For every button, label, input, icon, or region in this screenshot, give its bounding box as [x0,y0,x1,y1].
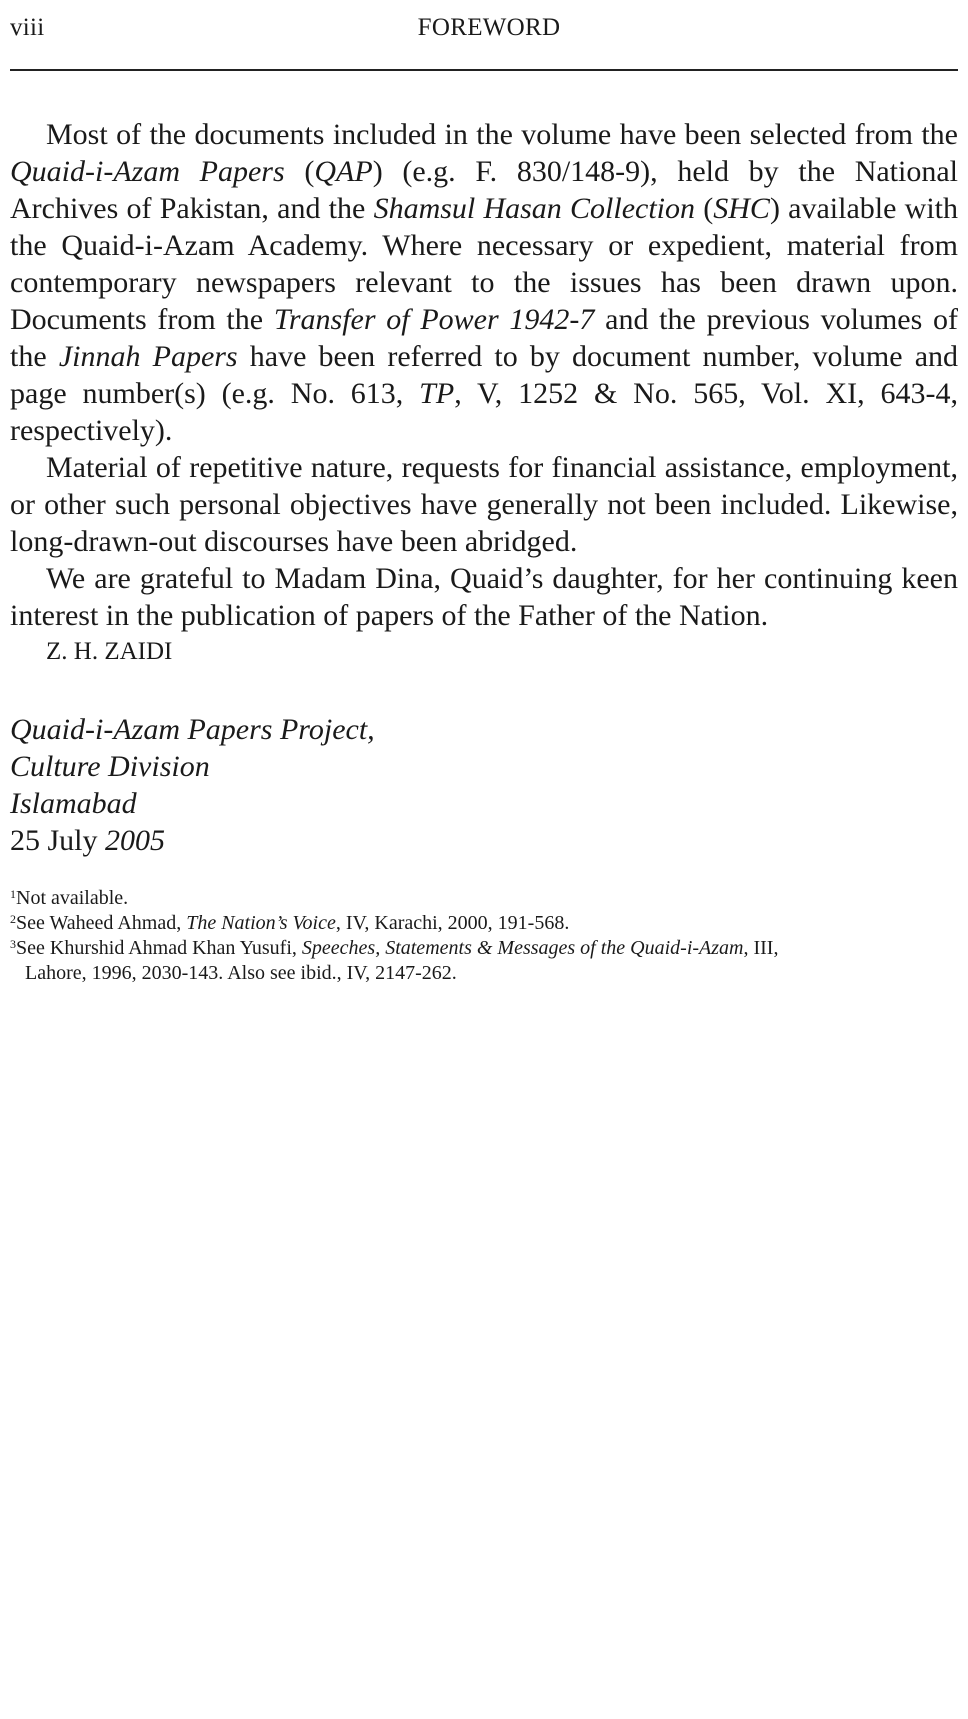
place-and-date [10,711,375,859]
p1-italic-qap: QAP [314,155,373,188]
p1-text-2: ( [284,155,315,188]
signature: Z. H. ZAIDI [46,638,173,665]
p1-text-7: have been referred to by document number, volume and page number(s) (e.g. No. 613, [10,340,959,410]
place-line-2: Culture Division [10,750,210,783]
foreword-body [10,116,958,670]
document-page [10,0,958,1719]
page-number: viii [10,14,45,41]
date-day-month: 25 July [10,824,106,857]
running-head [10,14,958,54]
p1-text-3: ) (e.g. F. 830/148-9), held by the National Archives of Pakistan, and the [10,155,958,225]
p1-text-1: Most of the documents included in the volume have been selected from the [46,118,958,151]
footnote-2-mark: 2 [10,912,16,926]
footnote-1-text: Not available. [16,887,129,909]
footnotes [10,886,958,986]
p1-italic-transfer-of-power: Transfer of Power 1942-7 [273,303,595,336]
p1-text-8: , V, 1252 & No. 565, Vol. XI, 643-4, respectively). [10,377,958,447]
paragraph-3: We are grateful to Madam Dina, Quaid’s daughter, for her continuing keen interest in the publication of papers of the Father of the Nation. [10,562,958,632]
paragraph-2: Material of repetitive nature, requests for financial assistance, employment, or other such personal objectives have generally not been included. Likewise, long-drawn-out discourses have been abridged. [10,451,958,558]
footnote-3-title: Speeches, Statements & Messages of the Quaid-i-Azam [301,937,744,959]
date-line [10,822,375,859]
p1-text-6: and the previous volumes of the [10,303,959,373]
footnote-2 [10,911,958,936]
footnote-1-mark: 1 [10,887,16,901]
p1-italic-qap-title: Quaid-i-Azam Papers [10,155,285,188]
footnote-3-mark: 3 [10,937,16,951]
date-year: 2005 [105,824,166,857]
p1-italic-shc-title: Shamsul Hasan Collection [373,192,696,225]
place-line-3: Islamabad [10,787,137,820]
place-line-1: Quaid-i-Azam Papers Project, [10,713,375,746]
footnote-3-continuation: Lahore, 1996, 2030-143. Also see ibid., IV, 2147-262. [25,962,457,984]
footnote-3-text-2: , III, [743,937,779,959]
footnote-3 [10,936,958,961]
footnote-2-text-2: , IV, Karachi, 2000, 191-568. [335,912,570,934]
p1-text-4: ( [695,192,714,225]
footnote-3-text-1: See Khurshid Ahmad Khan Yusufi, [16,937,302,959]
header-rule [10,69,958,71]
p1-italic-tp: TP [419,377,455,410]
p1-text-5: ) available with the Quaid-i-Azam Academy. Where necessary or expedient, material from contemporary newspapers relevant to the issues has been drawn upon. Documents from the [10,192,959,336]
section-title: FOREWORD [417,14,561,41]
paragraph-1 [10,116,958,449]
p1-italic-shc: SHC [713,192,770,225]
footnote-1 [10,886,958,911]
p1-italic-jinnah-papers: Jinnah Papers [58,340,238,373]
footnote-2-title: The Nation’s Voice [186,912,336,934]
footnote-2-text-1: See Waheed Ahmad, [16,912,187,934]
